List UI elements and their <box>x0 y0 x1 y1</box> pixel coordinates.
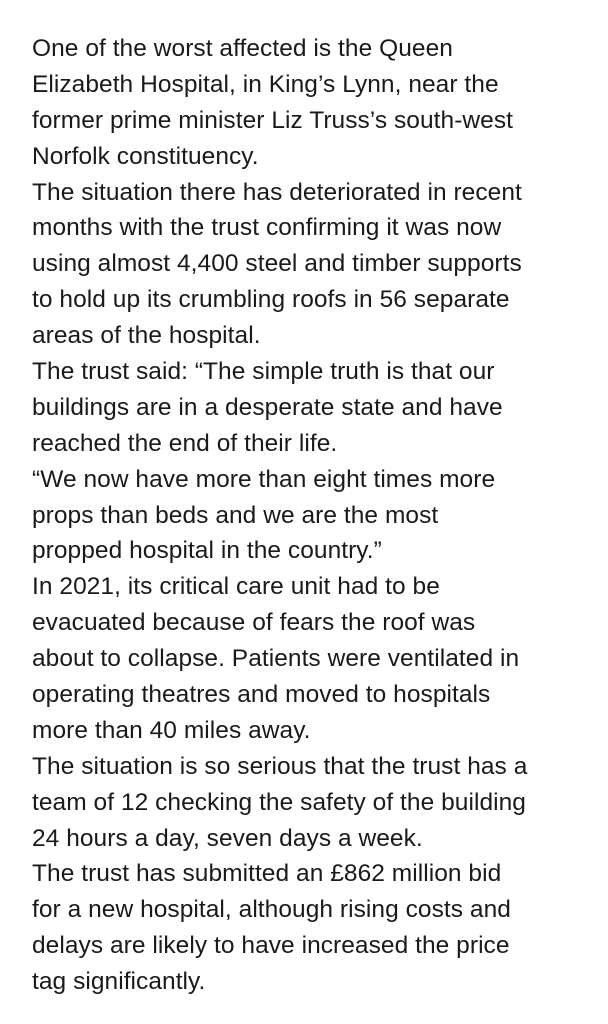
text-line: using almost 4,400 steel and timber supports <box>32 250 522 278</box>
text-line: to hold up its crumbling roofs in 56 separate <box>32 286 510 314</box>
text-line: reached the end of their life. <box>32 429 338 457</box>
text-line: Norfolk constituency. <box>32 142 259 170</box>
text-line: for a new hospital, although rising costs and <box>32 896 511 924</box>
paragraph-queen-elizabeth-hospital <box>32 31 592 175</box>
paragraph-trust-statement <box>32 354 592 462</box>
text-line: props than beds and we are the most <box>32 501 439 529</box>
text-line: Elizabeth Hospital, in King’s Lynn, near the <box>32 70 499 98</box>
text-line: The trust has submitted an £862 million bid <box>32 860 502 888</box>
text-line: delays are likely to have increased the price <box>32 932 510 960</box>
article-body <box>32 31 592 1000</box>
text-line: propped hospital in the country.” <box>32 537 382 565</box>
text-line: One of the worst affected is the Queen <box>32 35 453 62</box>
text-line: tag significantly. <box>32 968 206 996</box>
text-line: team of 12 checking the safety of the building <box>32 788 526 816</box>
paragraph-steel-supports <box>32 175 592 354</box>
paragraph-safety-team <box>32 749 592 857</box>
text-line: months with the trust confirming it was now <box>32 214 502 242</box>
text-line: evacuated because of fears the roof was <box>32 609 476 637</box>
text-line: In 2021, its critical care unit had to be <box>32 573 440 601</box>
text-line: The situation is so serious that the trust has a <box>32 752 528 780</box>
text-line: buildings are in a desperate state and have <box>32 393 503 421</box>
text-line: more than 40 miles away. <box>32 716 311 744</box>
paragraph-new-hospital-bid <box>32 856 592 1000</box>
text-line: The situation there has deteriorated in recent <box>32 178 522 206</box>
text-line: operating theatres and moved to hospitals <box>32 681 491 709</box>
paragraph-critical-care-evacuation <box>32 569 592 748</box>
text-line: 24 hours a day, seven days a week. <box>32 824 423 852</box>
text-line: former prime minister Liz Truss’s south-west <box>32 106 513 134</box>
text-line: about to collapse. Patients were ventilated in <box>32 645 520 673</box>
text-line: “We now have more than eight times more <box>32 465 496 493</box>
paragraph-props-quote <box>32 462 592 570</box>
text-line: The trust said: “The simple truth is that our <box>32 358 495 386</box>
text-line: areas of the hospital. <box>32 322 261 350</box>
